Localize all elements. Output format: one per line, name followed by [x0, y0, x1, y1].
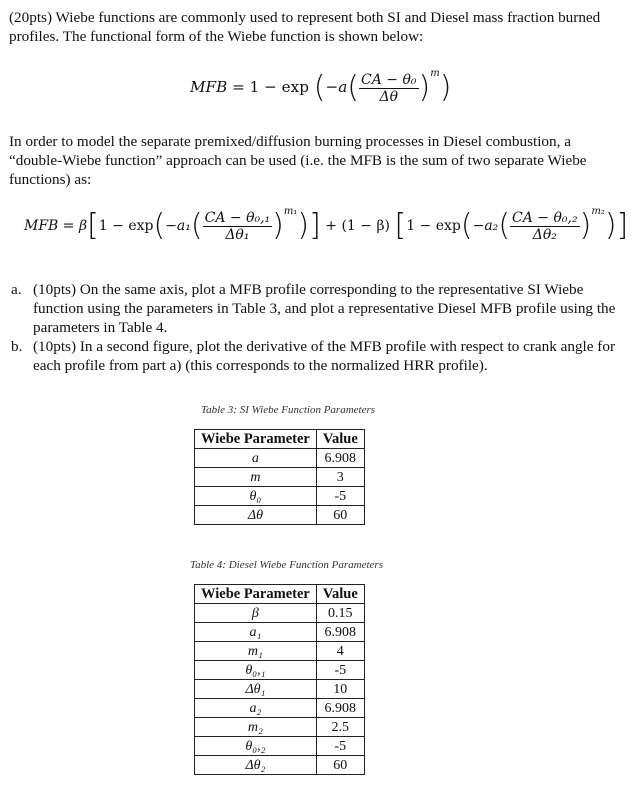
- table3: [194, 429, 365, 525]
- table3-param: m: [195, 468, 317, 487]
- eq2-lhs: MFB = β: [24, 218, 88, 234]
- table4-header: Wiebe Parameter: [195, 585, 317, 604]
- eq2-term2: 1 − exp: [406, 218, 461, 234]
- table-row: [195, 468, 365, 487]
- table3-param: θ₀: [195, 487, 317, 506]
- table4-value: 4: [316, 642, 364, 661]
- table3-header: Value: [316, 430, 364, 449]
- eq2-numerator1: CA − θ₀,₁: [204, 209, 271, 226]
- double-wiebe-equation: MFB = β[1 − exp(−a₁( $\frac{\text{CA − θ₀,₁}}{\text{Δθ₁}}$ )$^{m_1}$)] + (1 − β) [1 − exp(−a₂( $\frac{\text{CA − θ₀,₂}}{\text{Δθ₂}}$ )$^{m_2}$)]: [24, 206, 629, 243]
- table4-param: m₂: [195, 718, 317, 737]
- table-row: [195, 487, 365, 506]
- table-row: [195, 661, 365, 680]
- table4-param: a₂: [195, 699, 317, 718]
- double-wiebe-paragraph: In order to model the separate premixed/diffusion burning processes in Diesel combustion, a “double-Wiebe function” approach can be used (i.e. the MFB is the sum of two separate Wiebe functions) as:: [9, 133, 587, 188]
- eq1-fraction: [359, 72, 419, 105]
- list-item-text: (10pts) On the same axis, plot a MFB profile corresponding to the representative SI Wiebe function using the parameters in Table 3, and plot a representative Diesel MFB profile using the parameters in Table 4.: [33, 281, 616, 336]
- table3-param: Δθ: [195, 506, 317, 525]
- table3-value: -5: [316, 487, 364, 506]
- eq2-neg-a1: −a₁: [165, 218, 191, 234]
- eq1-exponent: m: [430, 68, 440, 79]
- table4-caption: Table 4: Diesel Wiebe Function Parameters: [190, 559, 383, 571]
- table4-param: θ₀,₂: [195, 737, 317, 756]
- table3-header: Wiebe Parameter: [195, 430, 317, 449]
- table-row: [195, 604, 365, 623]
- table4-param: Δθ₂: [195, 756, 317, 775]
- table-row: [195, 737, 365, 756]
- table-row: [195, 699, 365, 718]
- table3-value: 3: [316, 468, 364, 487]
- table4-param: θ₀,₁: [195, 661, 317, 680]
- question-list: [9, 280, 621, 375]
- table-row: [195, 642, 365, 661]
- table4-value: 10: [316, 680, 364, 699]
- intro-paragraph: (20pts) Wiebe functions are commonly used to represent both SI and Diesel mass fraction burned profiles. The functional form of the Wiebe function is shown below:: [9, 9, 601, 45]
- table4-value: 6.908: [316, 699, 364, 718]
- table4-header: Value: [316, 585, 364, 604]
- table4-value: 0.15: [316, 604, 364, 623]
- table3-caption: Table 3: SI Wiebe Function Parameters: [201, 404, 376, 416]
- table3-value: 60: [316, 506, 364, 525]
- list-item-text: (10pts) In a second figure, plot the derivative of the MFB profile with respect to crank angle for each profile from part a) (this corresponds to the normalized HRR profile).: [33, 338, 616, 374]
- eq2-exponent1: m₁: [283, 206, 298, 217]
- eq2-denominator1: Δθ₁: [225, 226, 250, 243]
- eq2-fraction1: [203, 210, 273, 243]
- eq2-term1: 1 − exp: [98, 218, 154, 234]
- eq1-equals: = 1 − exp: [232, 78, 309, 96]
- table-row: [195, 680, 365, 699]
- eq2-numerator2: CA − θ₀,₂: [512, 209, 578, 226]
- table4-value: -5: [316, 737, 364, 756]
- table3-param: a: [195, 449, 317, 468]
- table4-value: 60: [316, 756, 364, 775]
- list-marker: b.: [11, 338, 23, 355]
- eq2-neg-a2: −a₂: [472, 218, 499, 234]
- table-row: [195, 449, 365, 468]
- eq1-numerator: CA − θ₀: [361, 71, 417, 88]
- eq2-mid: + (1 − β): [325, 218, 391, 234]
- table4-param: m₁: [195, 642, 317, 661]
- eq1-lhs: MFB: [190, 78, 228, 96]
- table-row: [195, 506, 365, 525]
- table4: [194, 584, 365, 775]
- eq2-exponent2: m₂: [591, 206, 605, 217]
- table3-value: 6.908: [316, 449, 364, 468]
- table4-value: -5: [316, 661, 364, 680]
- table4-param: a₁: [195, 623, 317, 642]
- eq1-neg-a: −a: [325, 78, 348, 96]
- eq1-denominator: Δθ: [379, 88, 399, 105]
- wiebe-equation: MFB = 1 − exp (−a( $\frac{\text{CA − θ₀}}{\Delta\theta}$ )$^m$): [190, 68, 452, 105]
- list-item: [9, 337, 621, 375]
- table-row: [195, 623, 365, 642]
- list-marker: a.: [11, 281, 22, 298]
- eq2-fraction2: [510, 210, 580, 243]
- eq2-denominator2: Δθ₂: [532, 226, 557, 243]
- table-row: [195, 756, 365, 775]
- table4-value: 2.5: [316, 718, 364, 737]
- table-row: [195, 718, 365, 737]
- table4-param: β: [195, 604, 317, 623]
- list-item: [9, 280, 621, 337]
- table4-param: Δθ₁: [195, 680, 317, 699]
- table4-value: 6.908: [316, 623, 364, 642]
